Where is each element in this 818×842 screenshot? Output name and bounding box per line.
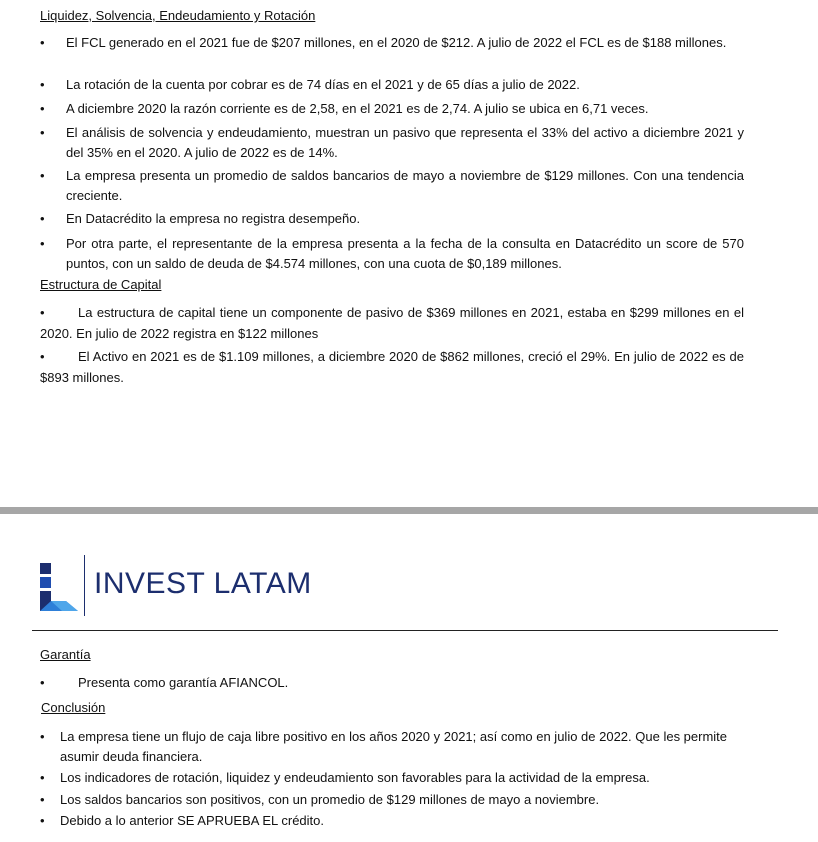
bullet-icon: • xyxy=(40,729,45,744)
list-item-text: Debido a lo anterior SE APRUEBA EL crédito. xyxy=(60,813,324,828)
list-item-text: El FCL generado en el 2021 fue de $207 millones, en el 2020 de $212. A julio de 2022 el FCL es de $188 millones. xyxy=(66,35,727,50)
bullet-icon: • xyxy=(40,77,45,92)
list-item xyxy=(40,673,744,693)
bullet-icon: • xyxy=(40,125,45,140)
list-item-text: La rotación de la cuenta por cobrar es de 74 días en el 2021 y de 65 días a julio de 2022. xyxy=(66,77,580,92)
list-item xyxy=(40,811,744,831)
bullet-icon: • xyxy=(40,101,45,116)
bullet-icon: • xyxy=(40,349,45,364)
list-item xyxy=(40,790,744,810)
logo-separator xyxy=(84,555,85,616)
list-item-text: Los indicadores de rotación, liquidez y endeudamiento son favorables para la actividad de la empresa. xyxy=(60,770,650,785)
list-item-text: Por otra parte, el representante de la empresa presenta a la fecha de la consulta en Datacrédito un score de 570 puntos, con un saldo de deuda de $4.574 millones, con una cuota de $0,189 millones. xyxy=(66,236,744,271)
invest-latam-logo-icon xyxy=(40,561,80,613)
list-item xyxy=(40,123,744,163)
bullet-icon: • xyxy=(40,813,45,828)
brand-name: INVEST LATAM xyxy=(94,567,312,600)
bullet-icon: • xyxy=(40,35,45,50)
bullet-icon: • xyxy=(40,236,45,251)
paragraph-text: El Activo en 2021 es de $1.109 millones, a diciembre 2020 de $862 millones, creció el 29%. En julio de 2022 es de $893 millones. xyxy=(40,349,744,385)
list-item xyxy=(40,234,744,274)
section-heading-garantia: Garantía xyxy=(40,647,91,662)
list-item-text: A diciembre 2020 la razón corriente es de 2,58, en el 2021 es de 2,74. A julio se ubica en 6,71 veces. xyxy=(66,101,649,116)
list-item xyxy=(40,727,744,767)
list-item xyxy=(40,768,744,788)
section-heading-estructura: Estructura de Capital xyxy=(40,277,162,292)
list-item xyxy=(40,75,744,95)
bullet-icon: • xyxy=(40,770,45,785)
list-item-text: Presenta como garantía AFIANCOL. xyxy=(78,675,289,690)
list-item xyxy=(40,33,744,53)
list-item xyxy=(40,166,744,206)
bullet-icon: • xyxy=(40,675,45,690)
paragraph xyxy=(40,302,744,344)
bullet-icon: • xyxy=(40,211,45,226)
list-item xyxy=(40,99,744,119)
list-item-text: La empresa presenta un promedio de saldos bancarios de mayo a noviembre de $129 millones. Con una tendencia creciente. xyxy=(66,168,744,203)
list-item-text: En Datacrédito la empresa no registra desempeño. xyxy=(66,211,361,226)
page-divider xyxy=(0,507,818,514)
bullet-icon: • xyxy=(40,168,45,183)
paragraph-text: La estructura de capital tiene un componente de pasivo de $369 millones en 2021, estaba en $299 millones en el 2020. En julio de 2022 registra en $122 millones xyxy=(40,305,744,341)
paragraph xyxy=(40,346,744,388)
section-heading-conclusion: Conclusión xyxy=(41,700,106,715)
bullet-icon: • xyxy=(40,792,45,807)
list-item-text: La empresa tiene un flujo de caja libre positivo en los años 2020 y 2021; así como en julio de 2022. Que les permite asumir deuda financiera. xyxy=(60,729,728,764)
section-heading-liquidez: Liquidez, Solvencia, Endeudamiento y Rotación xyxy=(40,8,316,23)
list-item xyxy=(40,209,744,229)
list-item-text: Los saldos bancarios son positivos, con un promedio de $129 millones de mayo a noviembre. xyxy=(60,792,600,807)
list-item-text: El análisis de solvencia y endeudamiento, muestran un pasivo que representa el 33% del activo a diciembre 2021 y del 35% en el 2020. A julio de 2022 es de 14%. xyxy=(66,125,744,160)
header-rule xyxy=(32,630,778,631)
bullet-icon: • xyxy=(40,305,45,320)
